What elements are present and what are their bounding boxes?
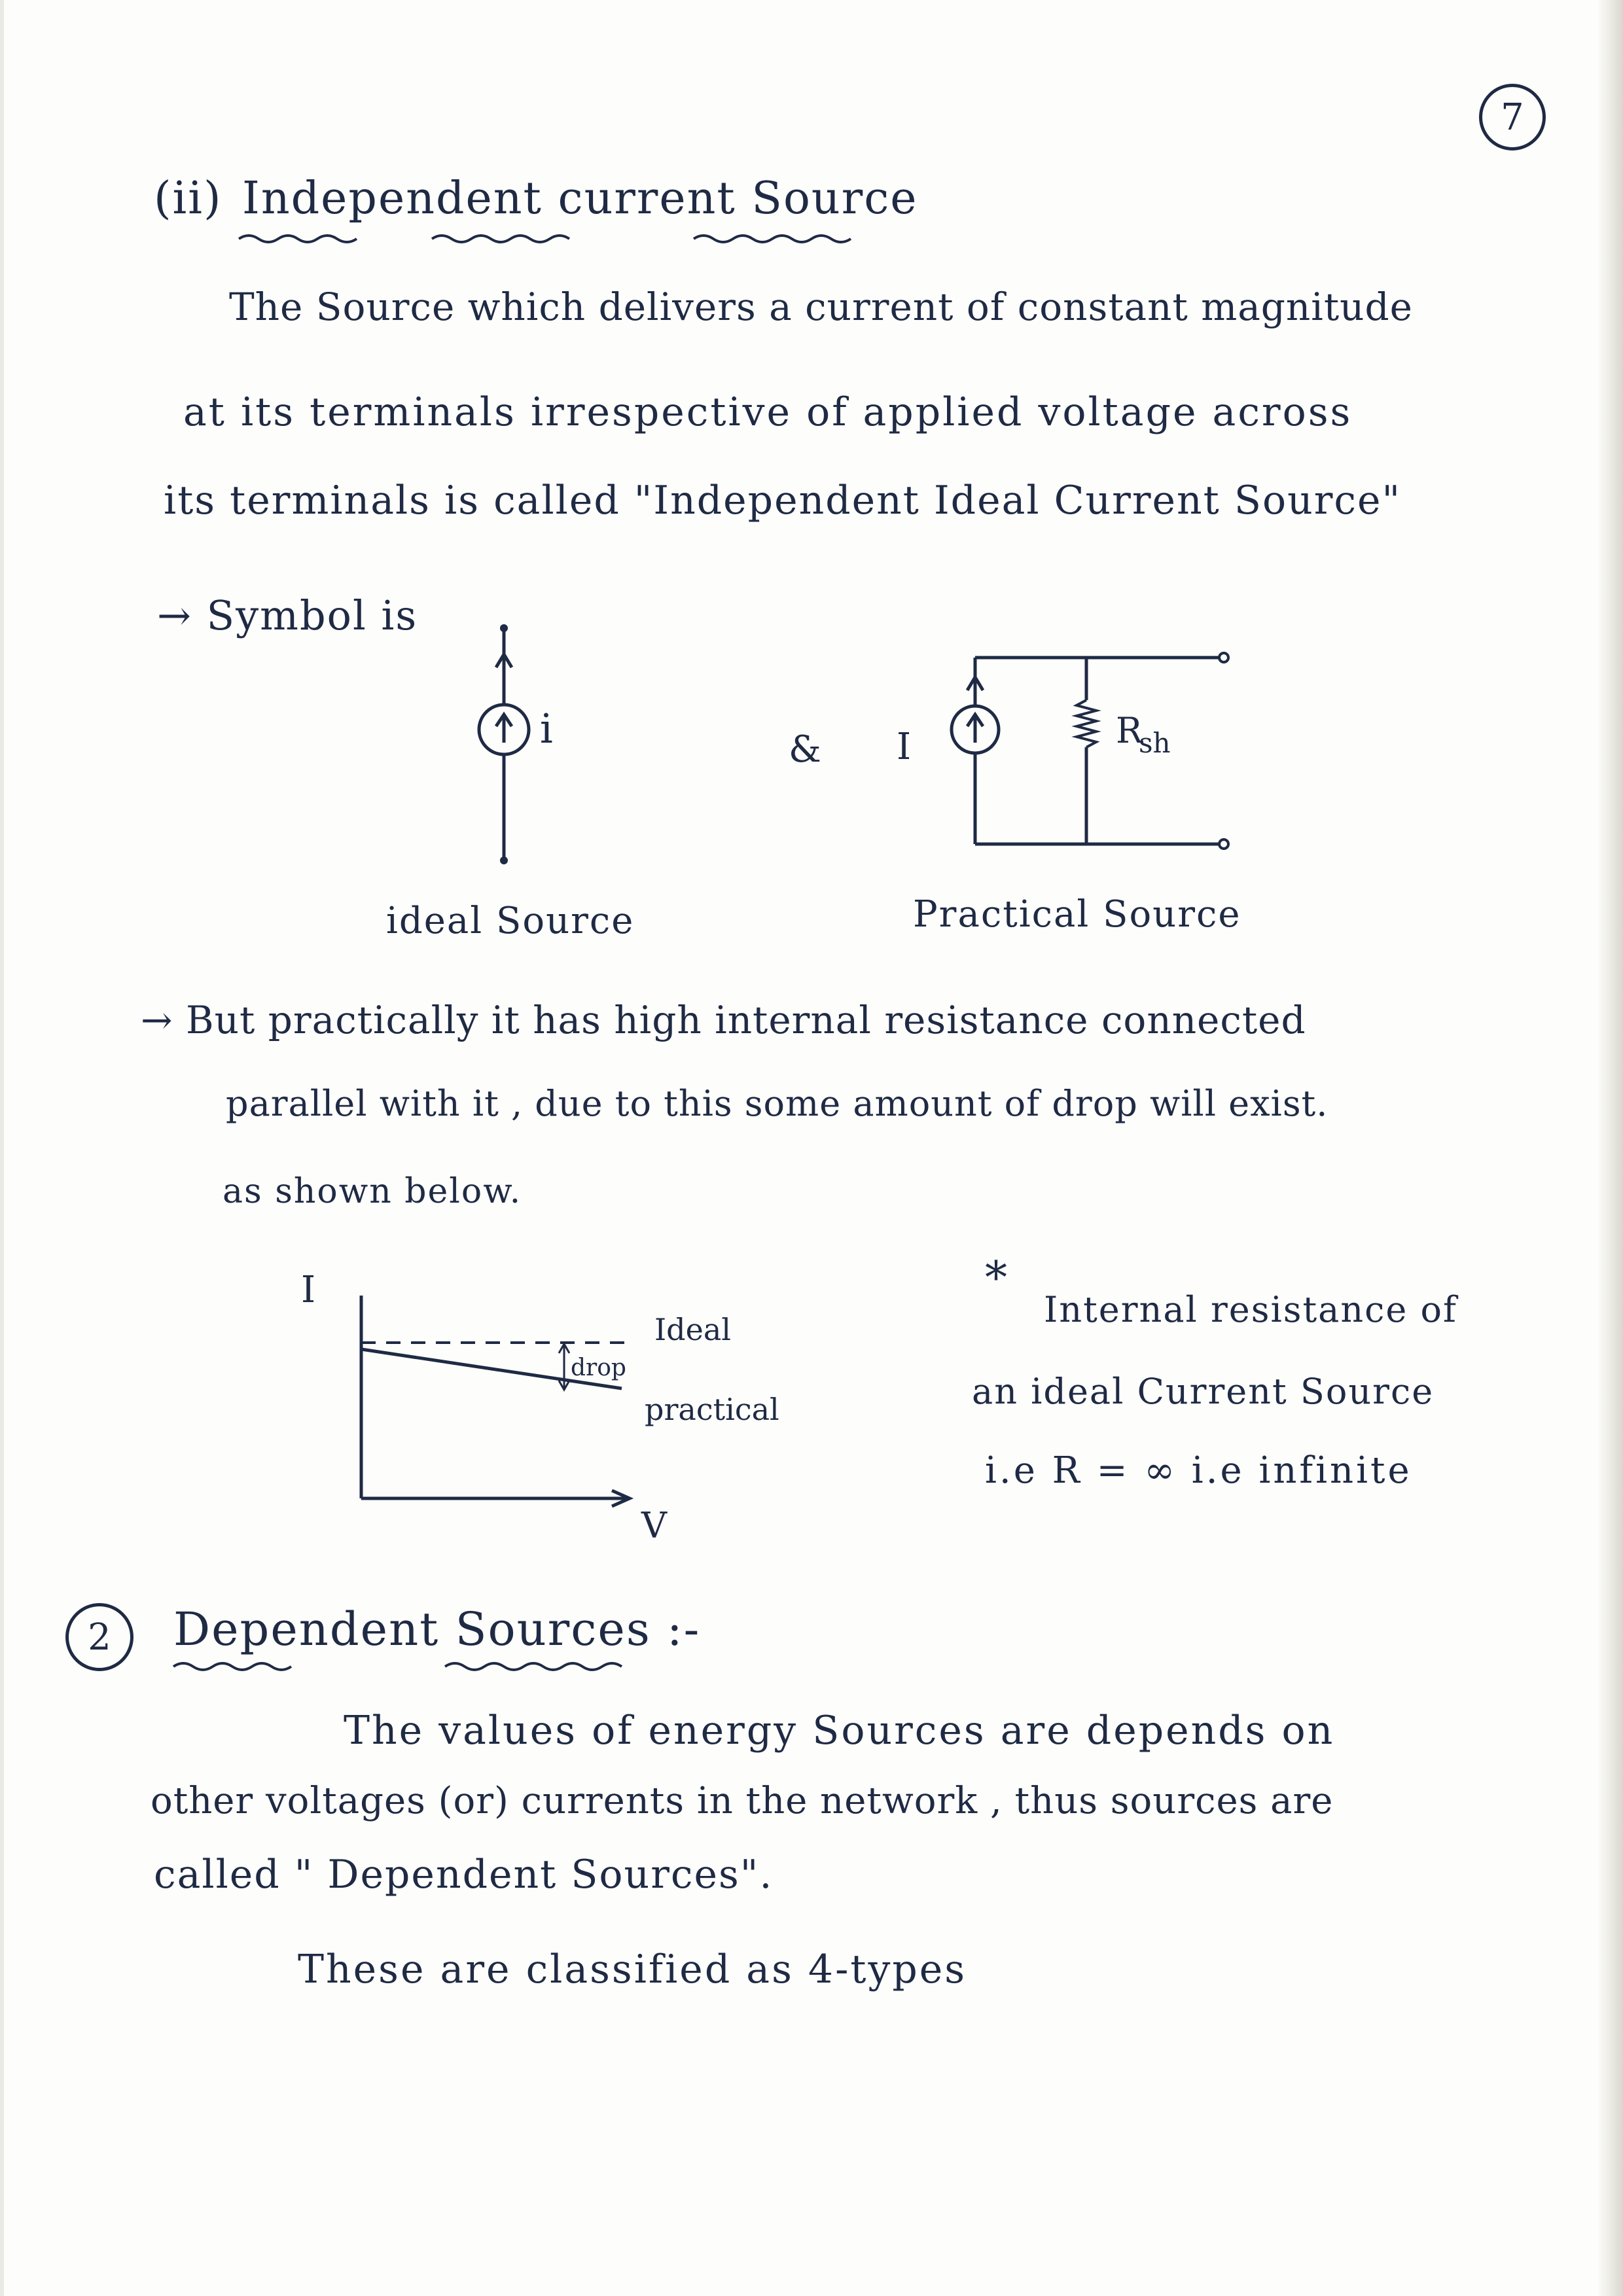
- note-line-3: i.e R = ∞ i.e infinite: [985, 1449, 1412, 1492]
- note-star: *: [985, 1252, 1008, 1304]
- drop-label: drop: [571, 1354, 626, 1381]
- note-line-1: Internal resistance of: [1044, 1289, 1457, 1330]
- graph-y-label: I: [301, 1269, 316, 1311]
- symbol-intro: → Symbol is: [157, 592, 418, 639]
- dependent-line-1: The values of energy Sources are depends on: [344, 1708, 1335, 1754]
- practical-note-line-2: parallel with it , due to this some amount of drop will exist.: [226, 1083, 1329, 1124]
- ideal-current-label: i: [540, 705, 553, 752]
- page-number-badge: [1479, 84, 1546, 150]
- definition-line-3: its terminals is called "Independent Ideal Current Source": [164, 478, 1402, 523]
- practical-current-label: I: [897, 726, 912, 768]
- section-2-number: 2: [88, 1616, 111, 1659]
- dependent-line-4: These are classified as 4-types: [298, 1947, 967, 1992]
- definition-line-2: at its terminals irrespective of applied voltage across: [183, 389, 1353, 435]
- iv-characteristic-graph: [288, 1263, 779, 1551]
- page-number: 7: [1501, 96, 1524, 139]
- practical-note-line-3: as shown below.: [223, 1172, 522, 1211]
- definition-line-1: The Source which delivers a current of constant magnitude: [229, 285, 1413, 329]
- graph-x-label: V: [641, 1505, 667, 1546]
- section-2-underline-squiggle: [170, 1652, 668, 1678]
- ideal-source-caption: ideal Source: [386, 900, 635, 942]
- ideal-curve-label: Ideal: [654, 1312, 731, 1347]
- ampersand: &: [789, 728, 823, 771]
- practical-curve-label: practical: [645, 1392, 779, 1427]
- section-ii-label: (ii): [154, 173, 223, 224]
- practical-current-source-symbol: [883, 628, 1250, 851]
- practical-note-line-1: → But practically it has high internal resistance connected: [141, 998, 1306, 1042]
- title-underline-squiggle: [236, 226, 890, 252]
- resistor-label: R: [1116, 710, 1143, 751]
- dependent-line-3: called " Dependent Sources".: [154, 1852, 774, 1898]
- page-left-edge: [0, 0, 4, 2296]
- resistor-subscript: sh: [1139, 727, 1171, 759]
- ideal-current-source-symbol: [458, 622, 628, 870]
- note-line-2: an ideal Current Source: [972, 1371, 1435, 1412]
- page-binding-edge: [1597, 0, 1623, 2296]
- section-2-badge: [65, 1603, 134, 1671]
- dependent-line-2: other voltages (or) currents in the network , thus sources are: [151, 1780, 1334, 1822]
- section-2-title: Dependent Sources :-: [173, 1602, 701, 1656]
- section-ii-title: Independent current Source: [242, 173, 918, 224]
- practical-source-caption: Practical Source: [913, 893, 1241, 936]
